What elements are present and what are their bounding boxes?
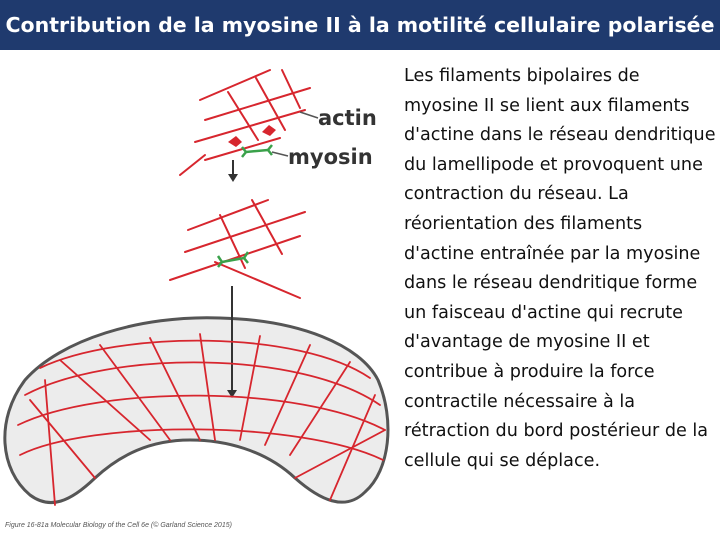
figure-caption: Figure 16-81a Molecular Biology of the Cell 6e (© Garland Science 2015) xyxy=(5,522,232,529)
actin-mesh-middle xyxy=(170,200,305,298)
actin-filament xyxy=(185,212,305,252)
figure-svg xyxy=(0,55,395,540)
myosin-label: myosin xyxy=(288,145,373,169)
actin-filament xyxy=(180,155,205,175)
myosin-head xyxy=(228,136,242,147)
actin-filament xyxy=(215,262,300,298)
actin-filament xyxy=(188,200,268,230)
actin-label: actin xyxy=(318,106,377,130)
actin-filament xyxy=(282,70,300,108)
myosin-pointer-line xyxy=(272,152,288,156)
actin-filament xyxy=(170,236,300,280)
actin-filament xyxy=(205,88,310,120)
myosin-bipolar-filament xyxy=(246,150,268,152)
slide-title: Contribution de la myosine II à la motilité cellulaire polarisée xyxy=(0,0,720,50)
arrow-down-icon xyxy=(228,160,238,182)
actin-pointer-line xyxy=(300,112,318,118)
myosin-actin-figure xyxy=(0,55,395,540)
actin-filament xyxy=(252,200,282,254)
actin-filament xyxy=(228,92,258,140)
slide-body-text: Les filaments bipolaires de myosine II se lient aux filaments d'actine dans le réseau dendritique du lamellipode et provoquent une contraction du réseau. La réorientation des filaments d'actine entraînée par la myosine dans le réseau dendritique forme un faisceau d'actine qui recrute d'avantage de myosine II et contribue à produire la force contractile nécessaire à la rétraction du bord postérieur de la cellule qui se déplace. xyxy=(404,66,716,471)
myosin-head xyxy=(262,125,276,136)
